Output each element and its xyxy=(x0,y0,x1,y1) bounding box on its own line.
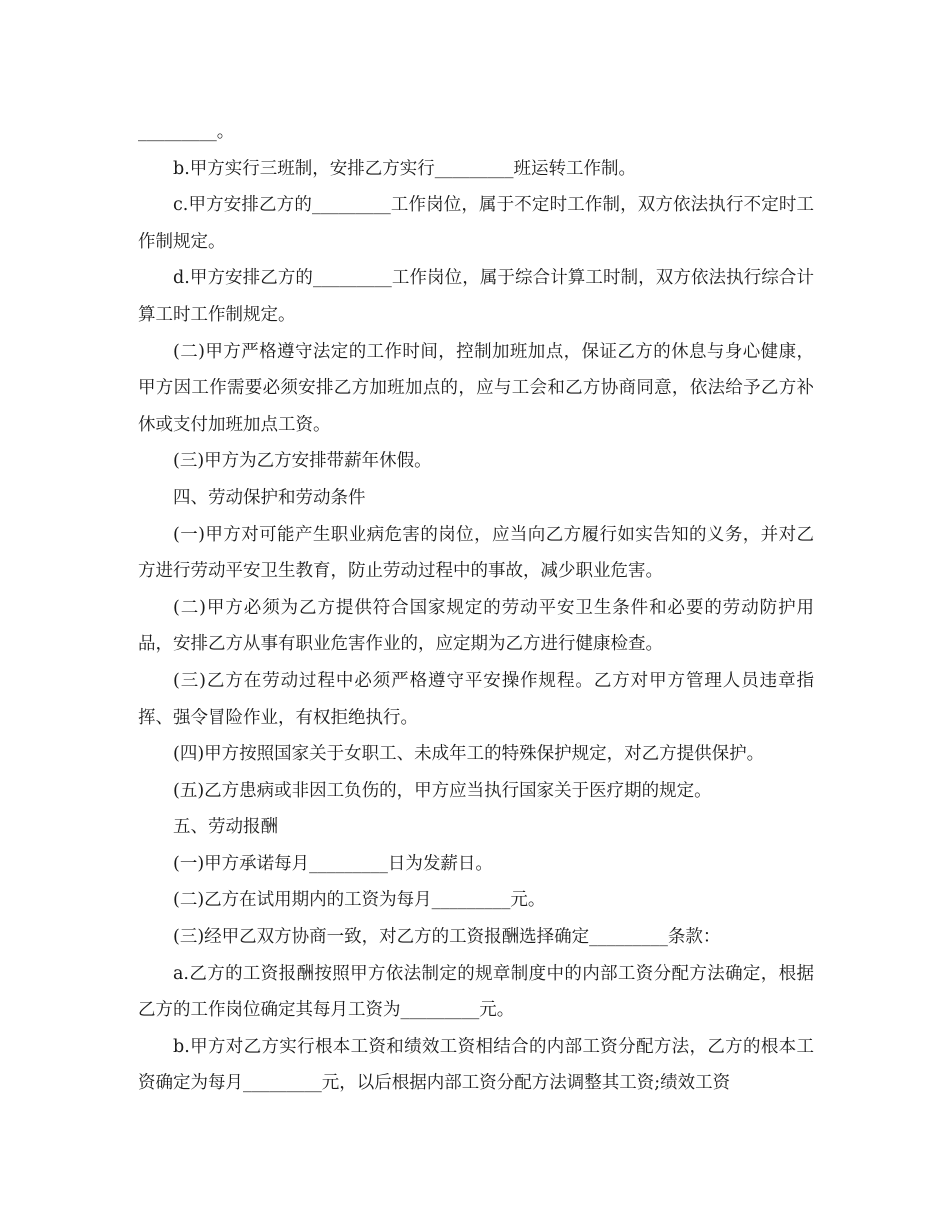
paragraph-continuation: _________。 xyxy=(138,122,235,142)
paragraph-clause-b-three-shift: b.甲方实行三班制，安排乙方实行_________班运转工作制。 xyxy=(173,158,637,179)
paragraph-special-protection: (四)甲方按照国家关于女职工、未成年工的特殊保护规定，对乙方提供保护。 xyxy=(173,744,765,765)
section-heading-remuneration: 五、劳动报酬 xyxy=(173,817,278,838)
paragraph-wage-option-b: b.甲方对乙方实行根本工资和绩效工资相结合的内部工资分配方法，乙方的根本工资确定为每月_________元，以后根据内部工资分配方法调整其工资;绩效工资 xyxy=(138,1036,814,1094)
paragraph-payday: (一)甲方承诺每月_________日为发薪日。 xyxy=(173,853,493,874)
document-body xyxy=(138,114,814,1102)
paragraph-medical-period: (五)乙方患病或非因工负伤的，甲方应当执行国家关于医疗期的规定。 xyxy=(173,780,712,801)
section-heading-labor-protection: 四、劳动保护和劳动条件 xyxy=(173,487,366,508)
paragraph-clause-c-flexible-hours: c.甲方安排乙方的_________工作岗位，属于不定时工作制，双方依法执行不定时工作制规定。 xyxy=(138,195,814,252)
paragraph-annual-leave: (三)甲方为乙方安排带薪年休假。 xyxy=(173,451,432,472)
paragraph-overtime: (二)甲方严格遵守法定的工作时间，控制加班加点，保证乙方的休息与身心健康，甲方因工作需要必须安排乙方加班加点的，应与工会和乙方协商同意，依法给予乙方补休或支付加班加点工资。 xyxy=(138,341,814,435)
paragraph-probation-wage: (二)乙方在试用期内的工资为每月_________元。 xyxy=(173,890,546,911)
paragraph-occupational-hazard-notice: (一)甲方对可能产生职业病危害的岗位，应当向乙方履行如实告知的义务，并对乙方进行劳动平安卫生教育，防止劳动过程中的事故，减少职业危害。 xyxy=(138,524,814,582)
paragraph-safety-conditions: (二)甲方必须为乙方提供符合国家规定的劳动平安卫生条件和必要的劳动防护用品，安排乙方从事有职业危害作业的，应定期为乙方进行健康检查。 xyxy=(138,597,814,655)
paragraph-safety-rules: (三)乙方在劳动过程中必须严格遵守平安操作规程。乙方对甲方管理人员违章指挥、强令冒险作业，有权拒绝执行。 xyxy=(138,670,814,728)
paragraph-clause-d-comprehensive-hours: d.甲方安排乙方的_________工作岗位，属于综合计算工时制，双方依法执行综合计算工时工作制规定。 xyxy=(138,268,814,325)
paragraph-wage-option: (三)经甲乙双方协商一致，对乙方的工资报酬选择确定_________条款： xyxy=(173,927,721,948)
paragraph-wage-option-a: a.乙方的工资报酬按照甲方依法制定的规章制度中的内部工资分配方法确定，根据乙方的工作岗位确定其每月工资为_________元。 xyxy=(138,963,814,1021)
